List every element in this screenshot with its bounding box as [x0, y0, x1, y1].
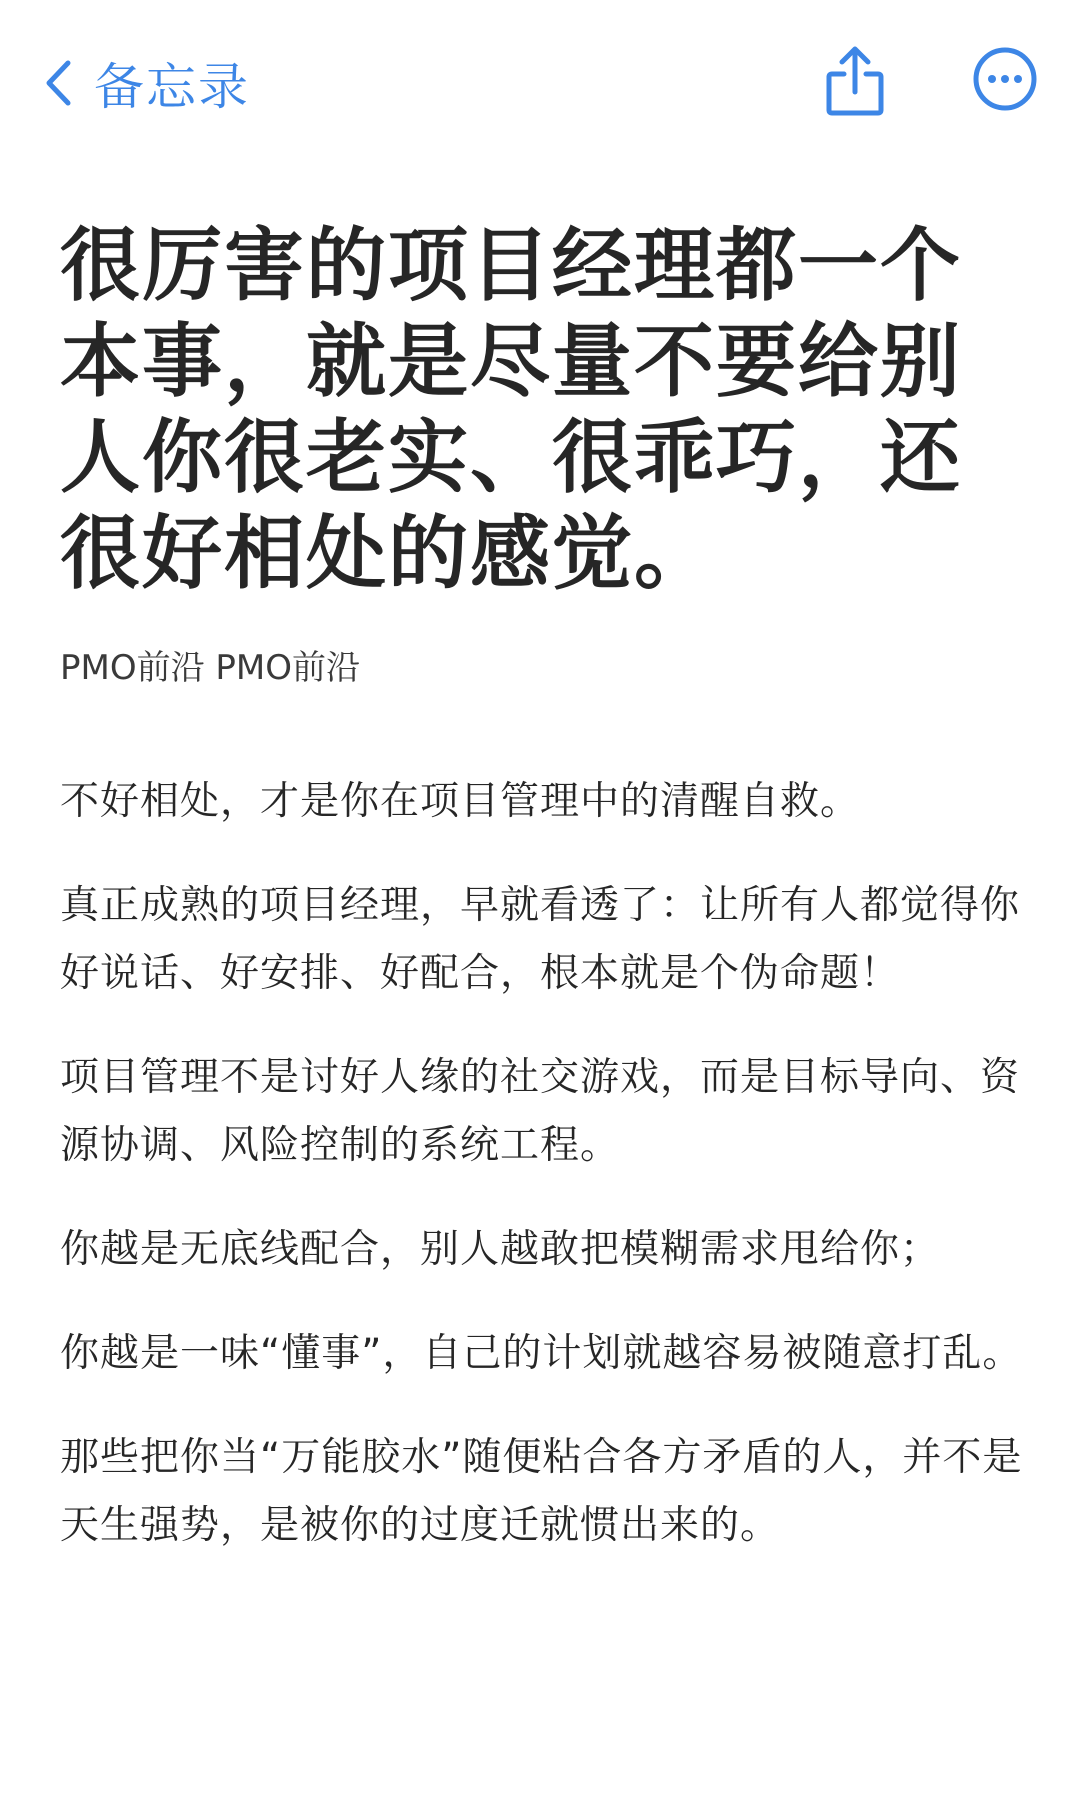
more-button[interactable] — [972, 46, 1038, 112]
paragraph: 真正成熟的项目经理，早就看透了：让所有人都觉得你好说话、好安排、好配合，根本就是个伪命题！ — [60, 883, 1021, 996]
more-icon — [972, 46, 1038, 112]
paragraph: 不好相处，才是你在项目管理中的清醒自救。 — [60, 779, 861, 824]
share-icon — [820, 40, 890, 120]
chevron-left-icon — [44, 59, 72, 107]
paragraph: 项目管理不是讨好人缘的社交游戏，而是目标导向、资源协调、风险控制的系统工程。 — [60, 1055, 1021, 1168]
back-button[interactable] — [44, 48, 250, 118]
note-title: 很厉害的项目经理都一个本事，就是尽量不要给别人你很老实、很乖巧，还很好相处的感觉。 — [60, 219, 962, 600]
paragraph: 你越是一味“懂事”，自己的计划就越容易被随意打乱。 — [60, 1331, 1023, 1376]
note-author: PMO前沿 PMO前沿 — [60, 648, 361, 688]
share-button[interactable] — [820, 40, 890, 120]
back-label: 备忘录 — [94, 58, 250, 116]
navigation-bar — [0, 0, 1080, 170]
note-body[interactable] — [60, 768, 1030, 1596]
paragraph: 你越是无底线配合，别人越敢把模糊需求甩给你； — [60, 1227, 941, 1272]
paragraph: 那些把你当“万能胶水”随便粘合各方矛盾的人，并不是天生强势，是被你的过度迁就惯出来的。 — [60, 1435, 1023, 1548]
